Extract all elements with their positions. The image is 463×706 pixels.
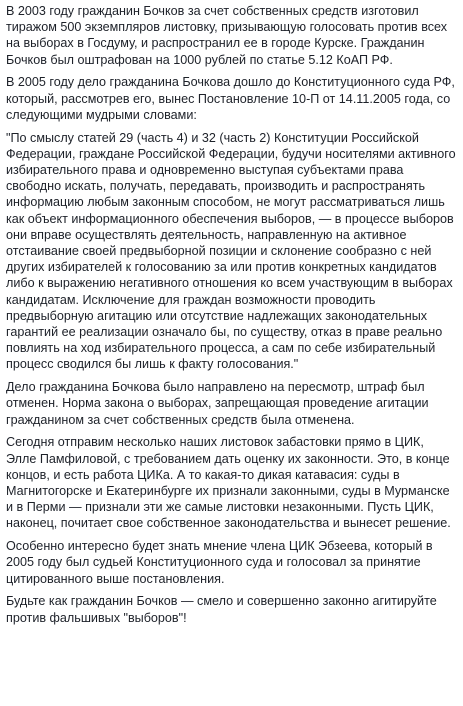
post-paragraph-6: Особенно интересно будет знать мнение члена ЦИК Эбзеева, который в 2005 году был судьей Конституционного суда и голосовал за принятие цитированного выше постановления. <box>6 539 433 586</box>
post-paragraph-4: Дело гражданина Бочкова было направлено на пересмотр, штраф был отменен. Норма закона о выборах, запрещающая проведение агитации гражданином за счет собственных средств была отменена. <box>6 380 429 427</box>
post-quote-paragraph: "По смыслу статей 29 (часть 4) и 32 (часть 2) Конституции Российской Федерации, граждане Российской Федерации, будучи носителями активного избирательного права и одновременно выступая субъектами права свободно искать, получать, передавать, производить и распространять информацию любым законным способом, не могут рассматриваться лишь как объект информационного обеспечения выборов, — в процессе выборов они вправе осуществлять деятельность, направленную на активное отстаивание своей предвыборной позиции и склонение сообразно с ней других избирателей к голосованию за или против конкретных кандидатов либо к выражению негативного отношения ко всем участвующим в выборах кандидатам. Исключение для граждан возможности проводить предвыборную агитацию или отсутствие надлежащих законодательных гарантий ее реализации означало бы, по существу, отказ в праве реально повлиять на ход избирательного процесса, а сам по себе избирательный процесс сводился бы лишь к факту голосования." <box>6 130 456 372</box>
post-paragraph-7: Будьте как гражданин Бочков — смело и совершенно законно агитируйте против фальшивых "выборов"! <box>6 594 437 625</box>
post-paragraph-2: В 2005 году дело гражданина Бочкова дошло до Конституционного суда РФ, который, рассмотрев его, вынес Постановление 10-П от 14.11.2005 года, со следующими мудрыми словами: <box>6 75 455 122</box>
post-paragraph-1: В 2003 году гражданин Бочков за счет собственных средств изготовил тиражом 500 экземпляров листовку, призывающую голосовать против всех на выборах в Госдуму, и распространил ее в городе Курске. Гражданин Бочков был оштрафован на 1000 рублей по статье 5.12 КоАП РФ. <box>6 4 448 67</box>
post-paragraph-5: Сегодня отправим несколько наших листовок забастовки прямо в ЦИК, Элле Памфиловой, с требованием дать оценку их законности. Это, в конце концов, и есть работа ЦИКа. А то какая-то дикая катавасия: суды в Магнитогорске и Екатеринбурге их признали законными, суды в Мурманске и в Перми — признали эти же самые листовки незаконными. Пусть ЦИК, наконец, почитает свое собственное законодательства и вынесет решение. <box>6 435 451 531</box>
